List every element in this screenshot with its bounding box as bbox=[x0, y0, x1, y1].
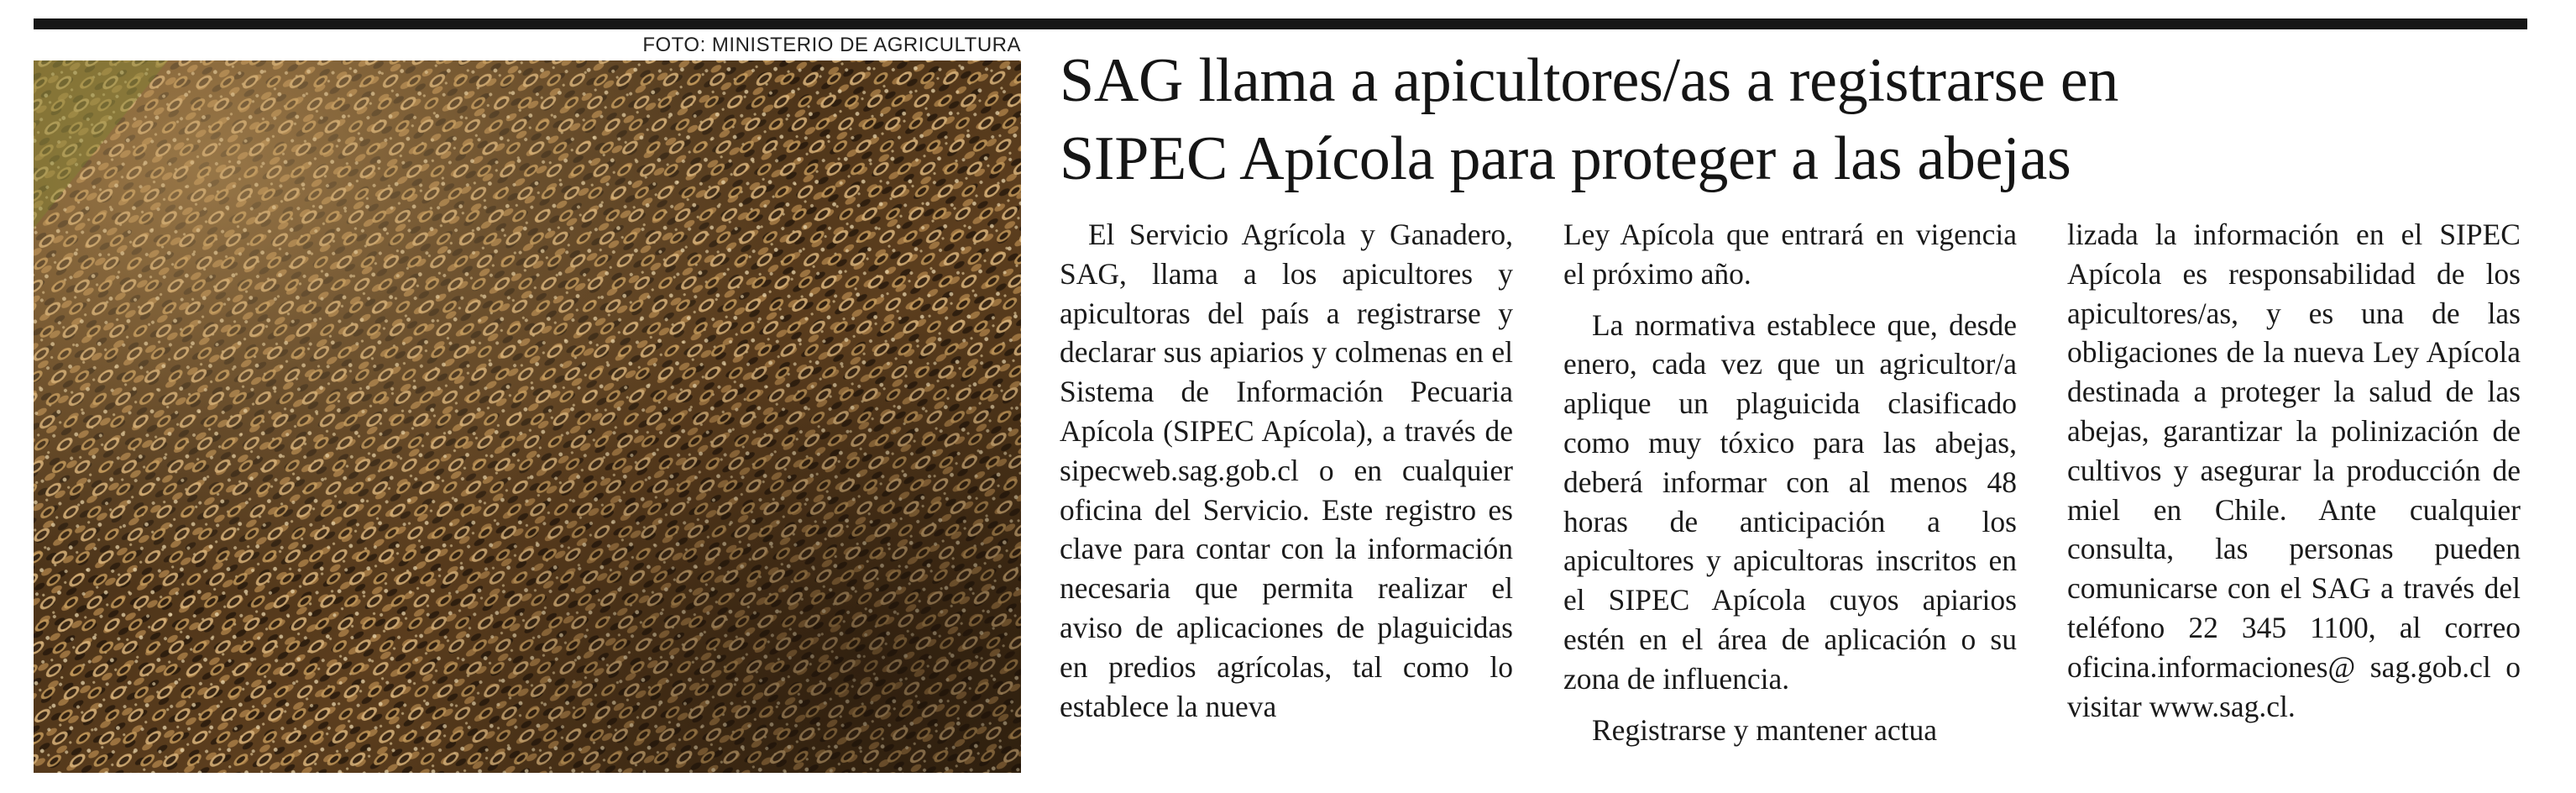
paragraph: lizada la información en el SIPEC Apícola es responsabilidad de los apicultores/as, y es una de las obligaciones de la nueva Ley Apícola destinada a proteger la salud de las abejas, garantizar la polinización de cultivos y asegurar la producción de miel en Chile. Ante cualquier consulta, las personas pueden comunicarse con el SAG a través del teléfono 22 345 1100, al correo oficina.informaciones@ sag.gob.cl o visitar www.sag.cl. bbox=[2067, 218, 2521, 723]
paragraph: El Servicio Agrícola y Ganadero, SAG, llama a los apicultores y apicultoras del país a registrarse y declarar sus apiarios y colmenas en el Sistema de Información Pecuaria Apícola (SIPEC Apícola), a través de sipecweb.sag.gob.cl o en cualquier oficina del Servicio. Este registro es clave para contar con la información necesaria que permita realizar el aviso de aplicaciones de plaguicidas en predios agrícolas, tal como lo establece la nueva bbox=[1060, 218, 1513, 723]
bees-image bbox=[34, 60, 1021, 773]
paragraph: Ley Apícola que entrará en vigencia el próximo año. bbox=[1563, 218, 2017, 291]
headline-line-1: SAG llama a apicultores/as a registrarse en bbox=[1060, 46, 2119, 115]
paragraph: La normativa establece que, desde enero, cada vez que un agricultor/a aplique un plaguicida clasificado como muy tóxico para las abejas, deberá informar con al menos 48 horas de anticipación a los apicultores y apicultoras inscritos en el SIPEC Apícola cuyos apiarios estén en el área de aplicación o su zona de influencia. bbox=[1563, 307, 2017, 696]
headline bbox=[1060, 42, 2521, 198]
photo-credit: FOTO: MINISTERIO DE AGRICULTURA bbox=[642, 34, 1021, 56]
headline-line-2: SIPEC Apícola para proteger a las abejas bbox=[1060, 124, 2071, 193]
column-1 bbox=[1060, 215, 1513, 778]
column-3 bbox=[2067, 215, 2521, 778]
bees-photo bbox=[34, 60, 1021, 773]
article-body bbox=[1060, 215, 2527, 778]
paragraph: Registrarse y mantener actua bbox=[1592, 712, 1938, 747]
top-rule bbox=[34, 18, 2527, 29]
column-2 bbox=[1563, 215, 2017, 778]
